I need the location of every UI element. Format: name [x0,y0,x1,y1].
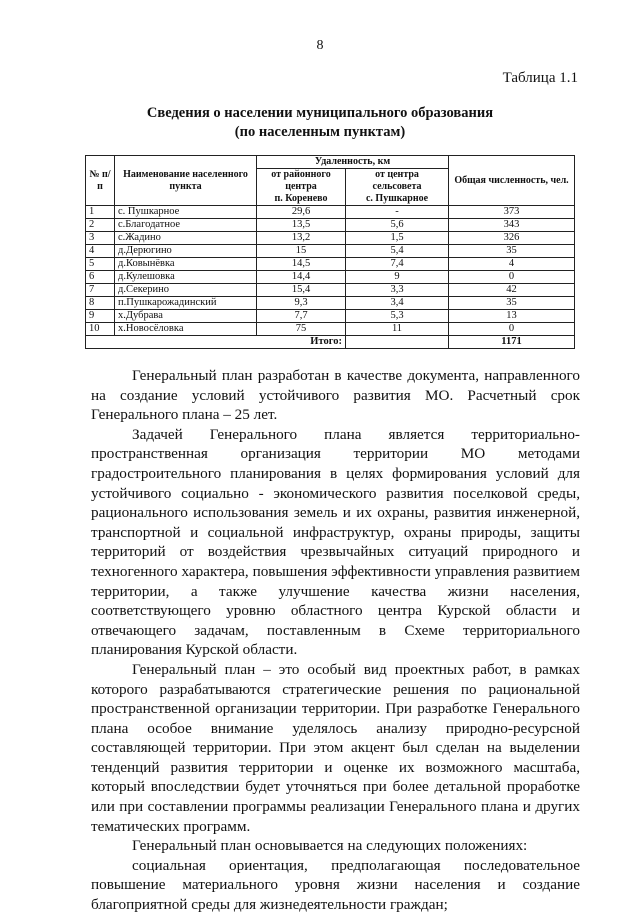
table-total-row [86,336,575,349]
row-distance-district: 14,4 [257,271,346,284]
row-distance-council: 7,4 [346,258,449,271]
row-population: 326 [449,232,575,245]
row-distance-district: 13,2 [257,232,346,245]
header-from-council-line-1: от центра [375,169,419,180]
row-distance-council: 5,4 [346,245,449,258]
row-population: 0 [449,271,575,284]
row-population: 4 [449,258,575,271]
row-name: с.Благодатное [115,219,257,232]
paragraph: Генеральный план разработан в качестве документа, направленного на создание условий устойчивого развития МО. Расчетный срок Генерального плана – 25 лет. [91,367,580,424]
row-distance-council: - [346,206,449,219]
row-distance-council: 9 [346,271,449,284]
paragraph: социальная ориентация, предполагающая последовательное повышение материального уровня жизни населения и создание благоприятной среды для жизнедеятельности граждан; [91,856,580,914]
row-distance-district: 15,4 [257,284,346,297]
row-distance-district: 9,3 [257,297,346,310]
table-row [86,310,575,323]
total-empty-cell [346,336,449,349]
row-population: 13 [449,310,575,323]
row-distance-council: 5,3 [346,310,449,323]
row-num: 7 [86,284,115,297]
row-name: д.Кулешовка [115,271,257,284]
paragraph: Задачей Генерального плана является территориально-пространственная организация территории МО методами градостроительного планирования в целях формирования условий для устойчивого социально - экономического развития поселковой среды, рационального использования земель и их охраны, развития инженерной, транспортной и социальной инфраструктур, охраны природы, защиты территорий от воздействия чрезвычайных ситуаций природного и техногенного характера, повышения эффективности управления развитием территории, а также улучшение качества жизни населения, соответствующего уровню областного центра Курской области и отвечающего задачам, поставленным в Схеме территориального планирования Курской области. [91,425,580,659]
row-name: с. Пушкарное [115,206,257,219]
row-num: 9 [86,310,115,323]
header-num: № п/п [86,156,115,206]
row-distance-council: 1,5 [346,232,449,245]
table-row [86,219,575,232]
header-distance-group: Удаленность, км [257,156,449,169]
row-population: 373 [449,206,575,219]
row-name: д.Дерюгино [115,245,257,258]
row-distance-council: 3,4 [346,297,449,310]
row-num: 6 [86,271,115,284]
row-num: 3 [86,232,115,245]
total-value: 1171 [449,336,575,349]
header-from-council [346,169,449,206]
row-num: 1 [86,206,115,219]
table-row [86,232,575,245]
row-name: д.Секерино [115,284,257,297]
table-label: Таблица 1.1 [502,70,578,86]
header-from-district-line-1: от районного [271,169,331,180]
table-row [86,258,575,271]
paragraph: Генеральный план – это особый вид проектных работ, в рамках которого разрабатываются стратегические решения по рациональной пространственной организации территории. При разработке Генерального плана особое внимание уделялось анализу природно-ресурсной составляющей территории. При этом акцент был сделан на выделении тенденций развития территории и оценке их возможного масштаба, который впоследствии будет уточняться при более детальной проработке или при составлении программы реализации Генерального плана и других тематических программ. [91,660,580,835]
row-name: с.Жадино [115,232,257,245]
row-population: 35 [449,297,575,310]
title-line-1: Сведения о населении муниципального образования [146,105,494,121]
row-distance-council: 11 [346,323,449,336]
row-num: 2 [86,219,115,232]
row-num: 8 [86,297,115,310]
table-title [0,104,640,142]
row-distance-district: 14,5 [257,258,346,271]
total-label: Итого: [86,336,346,349]
row-distance-council: 5,6 [346,219,449,232]
row-num: 4 [86,245,115,258]
row-name: х.Дубрава [115,310,257,323]
row-distance-district: 15 [257,245,346,258]
header-from-district [257,169,346,206]
row-population: 42 [449,284,575,297]
row-distance-district: 13,5 [257,219,346,232]
header-from-district-line-3: п. Коренево [274,193,328,204]
header-name: Наименование населенного пункта [115,156,257,206]
row-distance-district: 7,7 [257,310,346,323]
row-num: 10 [86,323,115,336]
row-population: 343 [449,219,575,232]
row-distance-district: 29,6 [257,206,346,219]
row-population: 35 [449,245,575,258]
row-name: п.Пушкарожадинский [115,297,257,310]
row-name: х.Новосёловка [115,323,257,336]
population-table [85,155,575,349]
title-line-2: (по населенным пунктам) [234,124,406,140]
header-from-council-line-3: с. Пушкарное [365,193,429,204]
row-name: д.Ковынёвка [115,258,257,271]
table-row [86,297,575,310]
paragraph: Генеральный план основывается на следующих положениях: [132,837,528,855]
table-row [86,245,575,258]
table-row [86,284,575,297]
header-from-district-line-2: центра [285,181,317,192]
table-row [86,271,575,284]
row-distance-council: 3,3 [346,284,449,297]
body-text [91,366,580,915]
row-population: 0 [449,323,575,336]
row-distance-district: 75 [257,323,346,336]
table-row [86,323,575,336]
table-row [86,206,575,219]
header-population: Общая численность, чел. [449,156,575,206]
row-num: 5 [86,258,115,271]
page-number: 8 [316,38,324,53]
header-from-council-line-2: сельсовета [372,181,422,192]
